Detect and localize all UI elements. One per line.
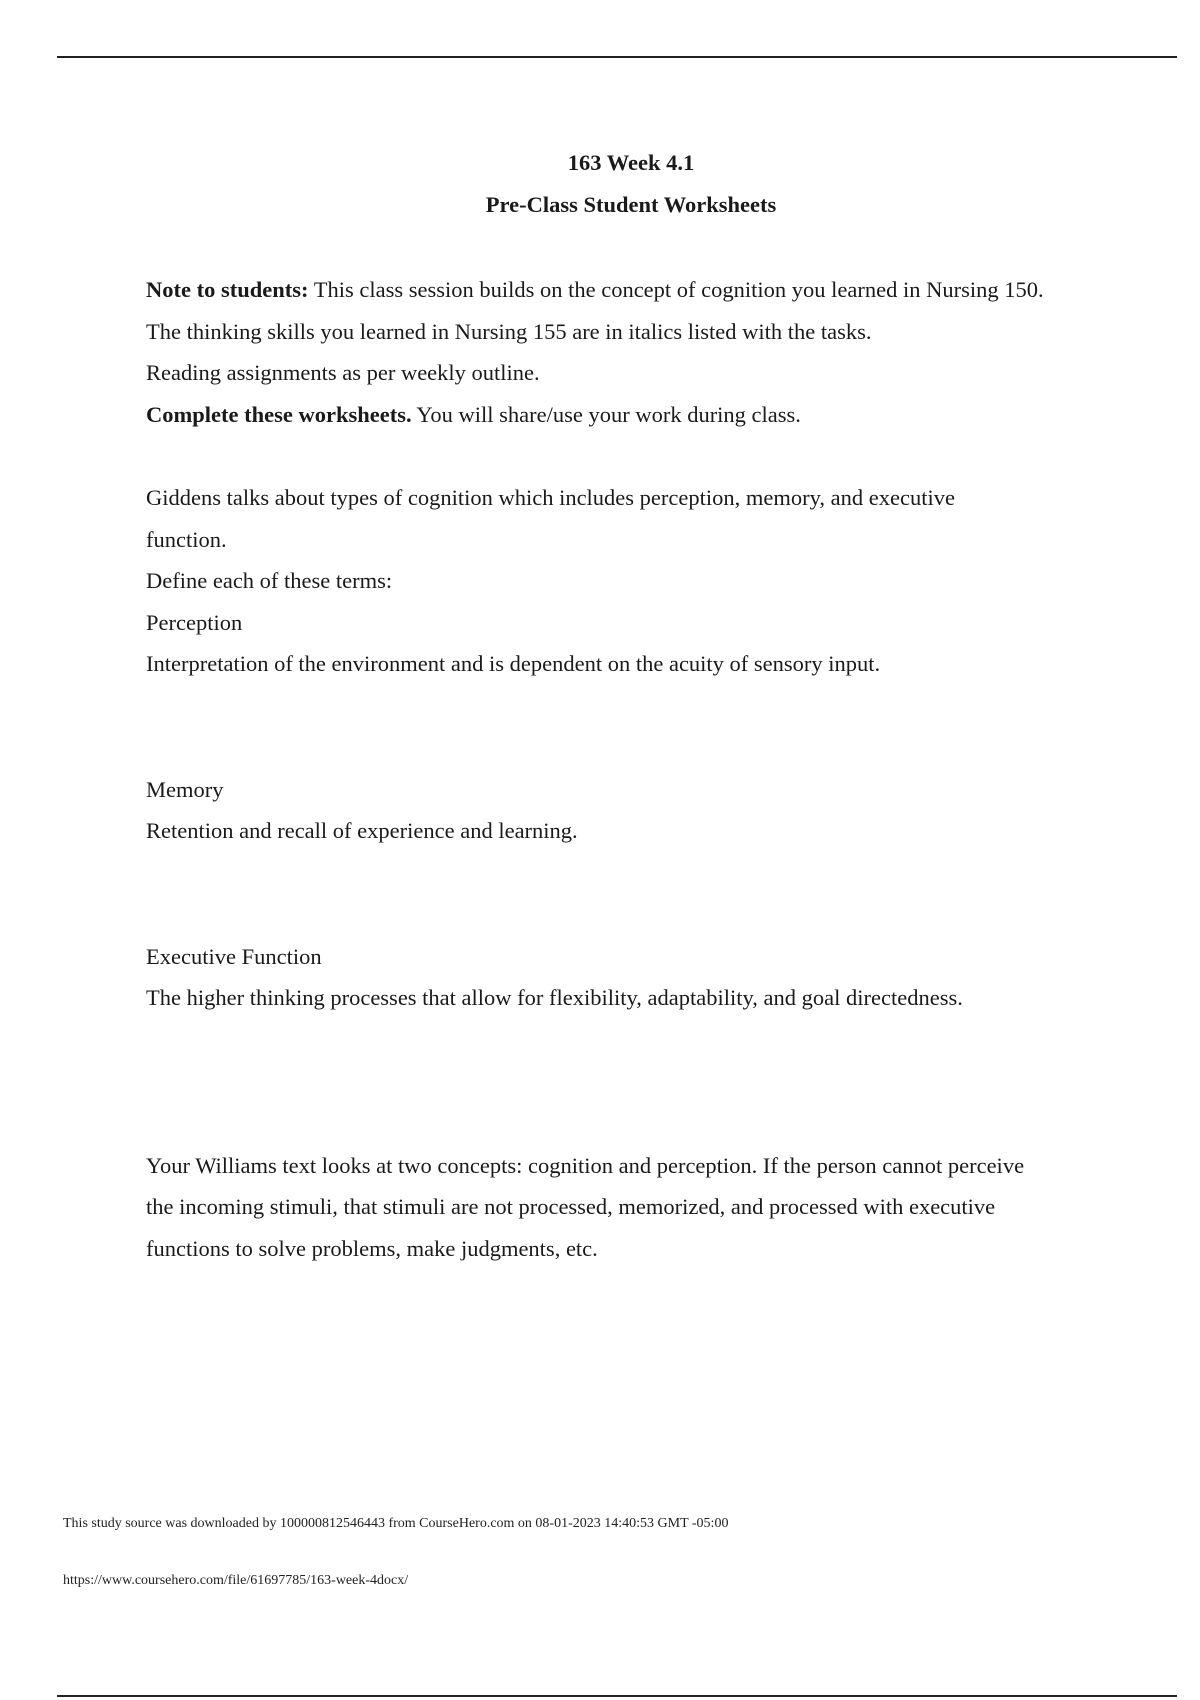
- definition-memory: Retention and recall of experience and learning.: [146, 818, 578, 843]
- definition-perception: Interpretation of the environment and is dependent on the acuity of sensory input.: [146, 651, 881, 676]
- document-title: 163 Week 4.1: [567, 150, 695, 175]
- reading-assignments: Reading assignments as per weekly outline.: [146, 360, 540, 385]
- top-rule: [57, 56, 1177, 58]
- define-prompt: Define each of these terms:: [146, 568, 393, 593]
- giddens-intro: Giddens talks about types of cognition which includes perception, memory, and executive function.: [146, 485, 955, 552]
- complete-worksheets: [146, 394, 1076, 436]
- term-perception: Perception: [146, 609, 243, 635]
- download-notice: This study source was downloaded by 100000812546443 from CourseHero.com on 08-01-2023 14:40:53 GMT -05:00: [63, 1516, 729, 1531]
- document-body: [146, 142, 1076, 1269]
- note-text: This class session builds on the concept of cognition you learned in Nursing 150. The thinking skills you learned in Nursing 155 are in italics listed with the tasks.: [146, 277, 1044, 344]
- note-label: Note to students:: [146, 277, 309, 302]
- definition-executive-function: The higher thinking processes that allow for flexibility, adaptability, and goal directedness.: [146, 985, 963, 1010]
- document-subtitle: Pre-Class Student Worksheets: [485, 191, 777, 217]
- bottom-rule: [57, 1695, 1177, 1697]
- term-executive-function: Executive Function: [146, 943, 322, 969]
- williams-text: Your Williams text looks at two concepts: cognition and perception. If the person cannot perceive the incoming stimuli, that stimuli are not processed, memorized, and processed with executive functions to solve problems, make judgments, etc.: [146, 1152, 1025, 1261]
- note-to-students: [146, 269, 1066, 352]
- complete-label: Complete these worksheets.: [146, 401, 412, 427]
- complete-text: You will share/use your work during class.: [411, 401, 801, 427]
- term-memory: Memory: [146, 776, 224, 802]
- source-url: https://www.coursehero.com/file/61697785/163-week-4docx/: [63, 1573, 409, 1588]
